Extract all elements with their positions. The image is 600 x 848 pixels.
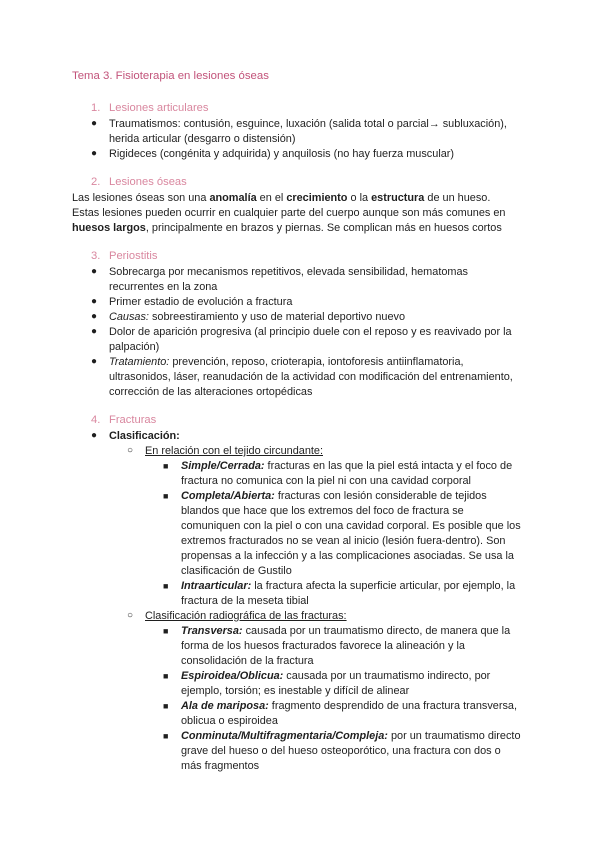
text-run: por un traumatismo directo xyxy=(387,730,521,742)
espiroidea-line-1 xyxy=(181,668,490,684)
bullet-icon: ● xyxy=(91,311,98,322)
completa-line-1 xyxy=(181,488,487,504)
bullet-icon: ● xyxy=(91,266,98,277)
square-bullet-icon: ■ xyxy=(163,731,169,741)
section-2-title: Lesiones óseas xyxy=(109,176,187,188)
s4-sub-1-heading: En relación con el tejido circundante: xyxy=(145,445,323,457)
intra-line-2: fractura de la meseta tibial xyxy=(181,595,309,607)
completa-line-6: clasificación de Gustilo xyxy=(181,565,292,577)
text-run: fracturas con lesión considerable de tejidos xyxy=(274,490,487,502)
section-1-title: Lesiones articulares xyxy=(109,102,209,114)
bold-italic-run: Transversa: xyxy=(181,625,243,637)
transversa-line-1 xyxy=(181,623,510,639)
circle-bullet-icon: ○ xyxy=(127,445,134,456)
square-bullet-icon: ■ xyxy=(163,581,169,591)
text-run: , principalmente en brazos y piernas. Se complican más en huesos cortos xyxy=(145,222,502,234)
bullet-icon: ● xyxy=(91,326,98,337)
s3-bullet-5-line-3: corrección de las alteraciones ortopédicas xyxy=(109,386,313,398)
conminuta-line-3: más fragmentos xyxy=(181,760,260,772)
text-run: prevención, reposo, crioterapia, iontoforesis antiinflamatoria, xyxy=(169,356,464,368)
document-title: Tema 3. Fisioterapia en lesiones óseas xyxy=(72,70,269,82)
completa-line-2: blandos que hace que los extremos del foco de fractura se xyxy=(181,505,464,517)
s4-classification-label xyxy=(109,428,180,444)
s3-bullet-3 xyxy=(109,309,405,325)
square-bullet-icon: ■ xyxy=(163,671,169,681)
conminuta-line-2: grave del hueso o del hueso osteoporótico, una fractura con dos o xyxy=(181,745,501,757)
simple-line-1 xyxy=(181,458,512,474)
section-2-number: 2. xyxy=(91,176,101,188)
text-run: fracturas en las que la piel está intacta y el foco de xyxy=(264,460,513,472)
section-4-number: 4. xyxy=(91,414,101,426)
bold-italic-run: Simple/Cerrada: xyxy=(181,460,265,472)
text-run: causada por un traumatismo directo, de manera que la xyxy=(242,625,511,637)
section-1-number: 1. xyxy=(91,102,101,114)
s2-paragraph-line-2: Estas lesiones pueden ocurrir en cualquier parte del cuerpo aunque son más comunes en xyxy=(72,207,506,219)
bullet-icon: ● xyxy=(91,118,98,129)
s3-bullet-5-line-2: ultrasonidos, láser, reanudación de la actividad con modificación del entrenamiento, xyxy=(109,371,513,383)
bold-italic-run: Completa/Abierta: xyxy=(181,490,275,502)
bold-run: anomalía xyxy=(209,192,257,204)
square-bullet-icon: ■ xyxy=(163,461,169,471)
intra-line-1 xyxy=(181,578,515,594)
square-bullet-icon: ■ xyxy=(163,626,169,636)
italic-run: Causas: xyxy=(109,311,149,323)
italic-run: Tratamiento: xyxy=(109,356,170,368)
espiroidea-line-2: ejemplo, torsión; es inestable y difícil de alinear xyxy=(181,685,410,697)
conminuta-line-1 xyxy=(181,728,521,744)
transversa-line-2: forma de los huesos fracturados favorece la alineación y la xyxy=(181,640,465,652)
s2-paragraph-line-3 xyxy=(72,220,502,236)
s3-bullet-1-line-2: recurrentes en la zona xyxy=(109,281,218,293)
s4-sub-2-heading: Clasificación radiográfica de las fracturas: xyxy=(145,610,347,622)
bold-run: huesos largos xyxy=(72,222,146,234)
text-run: en el xyxy=(256,192,287,204)
text-run: causada por un traumatismo indirecto, por xyxy=(283,670,491,682)
square-bullet-icon: ■ xyxy=(163,701,169,711)
completa-line-3: comuniquen con la piel o con una cavidad corporal. Es posible que los xyxy=(181,520,521,532)
bold-run: estructura xyxy=(371,192,425,204)
text-run: de un hueso. xyxy=(424,192,491,204)
ala-line-1 xyxy=(181,698,517,714)
s2-paragraph-line-1 xyxy=(72,190,490,206)
circle-bullet-icon: ○ xyxy=(127,610,134,621)
bold-run: crecimiento xyxy=(286,192,348,204)
square-bullet-icon: ■ xyxy=(163,491,169,501)
simple-line-2: fractura no comunica con la piel ni con una cavidad corporal xyxy=(181,475,471,487)
bullet-icon: ● xyxy=(91,356,98,367)
transversa-line-3: consolidación de la fractura xyxy=(181,655,314,667)
bold-run: Clasificación: xyxy=(109,430,180,442)
s3-bullet-4-line-1: Dolor de aparición progresiva (al principio duele con el reposo y es reavivado por la xyxy=(109,326,512,338)
bold-italic-run: Ala de mariposa: xyxy=(181,700,269,712)
text-run: sobreestiramiento y uso de material deportivo nuevo xyxy=(148,311,406,323)
s3-bullet-2: Primer estadio de evolución a fractura xyxy=(109,296,293,308)
bold-italic-run: Conminuta/Multifragmentaria/Compleja: xyxy=(181,730,388,742)
completa-line-4: extremos fracturados no se vean al inicio (lesión fuera-dentro). Son xyxy=(181,535,506,547)
section-3-title: Periostitis xyxy=(109,250,158,262)
text-run: la fractura afecta la superficie articular, por ejemplo, la xyxy=(251,580,516,592)
s1-bullet-1-line-2: herida articular (desgarro o distensión) xyxy=(109,133,296,145)
text-run: fragmento desprendido de una fractura transversa, xyxy=(268,700,517,712)
bullet-icon: ● xyxy=(91,148,98,159)
ala-line-2: oblicua o espiroidea xyxy=(181,715,278,727)
section-4-title: Fracturas xyxy=(109,414,157,426)
s3-bullet-4-line-2: palpación) xyxy=(109,341,160,353)
bullet-icon: ● xyxy=(91,430,98,441)
text-run: Las lesiones óseas son una xyxy=(72,192,210,204)
section-3-number: 3. xyxy=(91,250,101,262)
s1-bullet-2: Rigideces (congénita y adquirida) y anquilosis (no hay fuerza muscular) xyxy=(109,148,455,160)
s1-bullet-1-line-1: Traumatismos: contusión, esguince, luxación (salida total o parcial→ subluxación), xyxy=(109,118,507,130)
completa-line-5: propensas a la infección y a las complicaciones asociadas. Se usa la xyxy=(181,550,514,562)
bullet-icon: ● xyxy=(91,296,98,307)
s3-bullet-1-line-1: Sobrecarga por mecanismos repetitivos, elevada sensibilidad, hematomas xyxy=(109,266,468,278)
bold-italic-run: Intraarticular: xyxy=(181,580,252,592)
bold-italic-run: Espiroidea/Oblicua: xyxy=(181,670,284,682)
text-run: o la xyxy=(347,192,372,204)
s3-bullet-5-line-1 xyxy=(109,354,464,370)
